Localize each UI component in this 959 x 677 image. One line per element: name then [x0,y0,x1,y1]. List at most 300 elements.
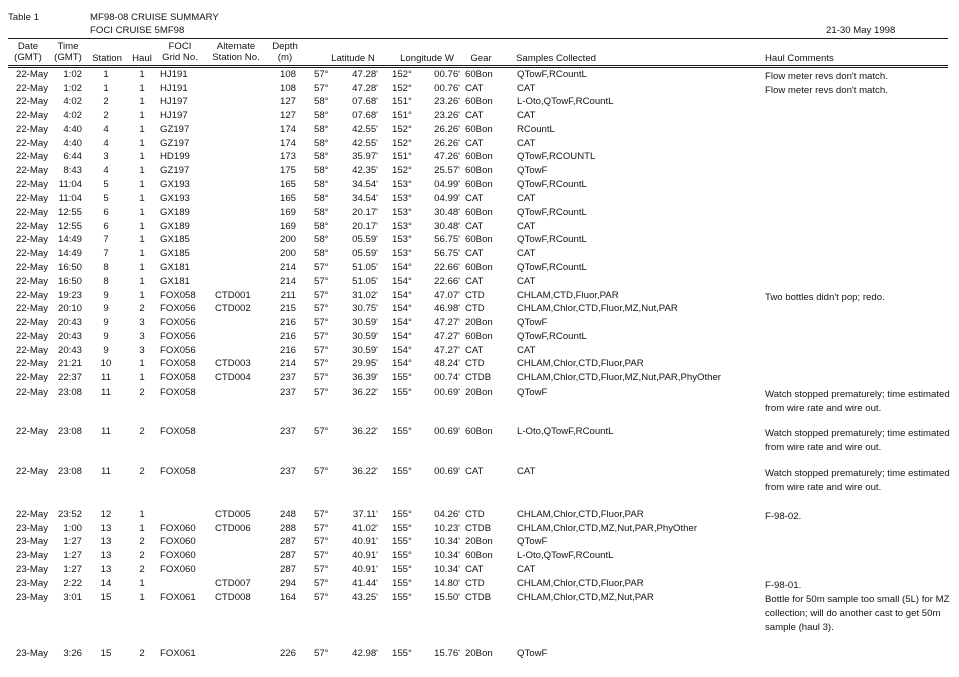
cell-station: 13 [100,536,112,547]
cell-lon-deg: 152° [392,138,412,149]
column-header-station: Station [92,53,122,64]
cell-depth: 237 [279,387,296,398]
cell-lon-deg: 152° [392,165,412,176]
cell-lat-deg: 58° [314,138,329,149]
cell-lat-min: 36.22' [352,426,378,437]
cell-depth: 174 [279,124,296,135]
cell-lat-deg: 57° [314,536,329,547]
cell-depth: 214 [279,262,296,273]
cell-gear: 60Bon [465,69,493,80]
cell-haul: 1 [139,592,145,603]
cell-lon-min: 47.27' [434,345,460,356]
cell-samples: CHLAM,Chlor,CTD,Fluor,PAR [517,578,644,589]
cell-lat-min: 36.22' [352,387,378,398]
cell-depth: 169 [279,207,296,218]
cell-station: 15 [100,592,112,603]
cell-samples: L-Oto,QTowF,RCountL [517,550,614,561]
cell-haul: 1 [139,578,145,589]
cell-date: 22-May [16,331,48,342]
cell-samples: QTowF [517,317,548,328]
cell-depth: 287 [279,536,296,547]
column-header-alt: Alternate Station No. [212,41,260,63]
cell-lat-deg: 57° [314,303,329,314]
cell-lon-deg: 153° [392,234,412,245]
cell-date: 23-May [16,564,48,575]
cell-station: 13 [100,523,112,534]
cell-foci: GZ197 [160,124,190,135]
cell-samples: L-Oto,QTowF,RCountL [517,96,614,107]
cell-depth: 165 [279,179,296,190]
cell-foci: HJ191 [160,83,188,94]
cell-lon-deg: 152° [392,69,412,80]
cell-lat-min: 42.55' [352,138,378,149]
cell-foci: HJ197 [160,110,188,121]
cell-comment: Two bottles didn't pop; redo. [765,292,885,303]
cell-lon-min: 47.07' [434,290,460,301]
column-header-samples: Samples Collected [516,53,596,64]
cell-samples: QTowF [517,387,548,398]
cell-date: 22-May [16,303,48,314]
cell-foci: FOX060 [160,564,196,575]
cell-depth: 237 [279,426,296,437]
cell-lat-deg: 57° [314,276,329,287]
cell-foci: FOX058 [160,466,196,477]
cell-lat-min: 40.91' [352,536,378,547]
cell-lon-min: 30.48' [434,221,460,232]
cell-depth: 214 [279,276,296,287]
cell-alt: CTD008 [215,592,251,603]
cell-haul: 1 [139,207,145,218]
cell-station: 11 [101,426,111,437]
cell-date: 23-May [16,578,48,589]
cell-gear: 60Bon [465,426,493,437]
column-header-foci: FOCI Grid No. [162,41,198,63]
cell-gear: 60Bon [465,234,493,245]
cell-depth: 127 [279,96,296,107]
cell-gear: 60Bon [465,550,493,561]
cell-date: 22-May [16,358,48,369]
cell-alt: CTD005 [215,509,251,520]
cell-time: 20:43 [57,345,82,356]
cell-comment: F-98-01. [765,580,802,591]
cell-date: 22-May [16,509,48,520]
cell-depth: 214 [279,358,296,369]
cell-depth: 200 [279,234,296,245]
cell-depth: 215 [279,303,296,314]
cell-samples: QTowF,RCOUNTL [517,151,596,162]
cell-gear: CTD [465,509,485,520]
cell-station: 10 [100,358,112,369]
cell-date: 22-May [16,69,48,80]
cell-foci: HD199 [160,151,190,162]
cell-time: 14:49 [57,248,82,259]
cell-station: 9 [103,290,109,301]
cell-lon-min: 10.34' [434,536,460,547]
cell-date: 22-May [16,345,48,356]
cell-haul: 1 [139,193,145,204]
cell-comment: Watch stopped prematurely; time estimated from wire rate and wire out. [765,389,950,414]
cell-foci: FOX056 [160,331,196,342]
cell-lat-min: 35.97' [352,151,378,162]
cell-foci: FOX058 [160,426,196,437]
cell-date: 22-May [16,221,48,232]
cell-time: 1:02 [63,83,82,94]
cell-lat-min: 51.05' [352,262,378,273]
cell-haul: 1 [139,138,145,149]
cell-date: 22-May [16,372,48,383]
cell-samples: QTowF [517,165,548,176]
table-label: Table 1 [8,12,39,23]
cell-lat-deg: 57° [314,648,329,659]
cell-lat-min: 20.17' [352,221,378,232]
cell-lon-min: 23.26' [434,110,460,121]
cell-lon-deg: 153° [392,179,412,190]
cell-lat-deg: 57° [314,290,329,301]
cell-time: 21:21 [57,358,82,369]
cell-samples: L-Oto,QTowF,RCountL [517,426,614,437]
cell-station: 3 [103,151,109,162]
cell-lon-deg: 155° [392,426,412,437]
cell-gear: 60Bon [465,96,493,107]
cell-station: 6 [103,221,109,232]
cell-date: 22-May [16,83,48,94]
cell-date: 23-May [16,523,48,534]
cell-lon-deg: 153° [392,193,412,204]
cell-lon-min: 14.80' [434,578,460,589]
cell-time: 6:44 [63,151,82,162]
cell-lat-min: 47.28' [352,83,378,94]
cell-depth: 216 [279,317,296,328]
cell-gear: CTDB [465,592,492,603]
cell-lon-min: 56.75' [434,248,460,259]
cell-haul: 2 [139,550,145,561]
cell-lon-deg: 154° [392,345,412,356]
cell-date: 22-May [16,426,48,437]
cell-gear: CAT [465,248,484,259]
cell-samples: CHLAM,Chlor,CTD,Fluor,PAR [517,509,644,520]
cell-foci: FOX058 [160,387,196,398]
cell-haul: 2 [139,466,145,477]
cell-lat-min: 34.54' [352,193,378,204]
cell-lat-min: 31.02' [352,290,378,301]
cell-alt: CTD001 [215,290,251,301]
cell-date: 22-May [16,207,48,218]
cell-lon-deg: 154° [392,317,412,328]
cell-foci: FOX060 [160,523,196,534]
cell-gear: 20Bon [465,536,493,547]
cell-lat-deg: 58° [314,110,329,121]
cell-lat-min: 30.59' [352,345,378,356]
cell-samples: CHLAM,Chlor,CTD,MZ,Nut,PAR,PhyOther [517,523,698,534]
cell-haul: 3 [139,317,145,328]
cell-foci: GX189 [160,207,190,218]
cell-alt: CTD002 [215,303,251,314]
cell-lat-min: 42.55' [352,124,378,135]
cell-lon-deg: 155° [392,509,412,520]
cell-gear: CAT [465,345,484,356]
cell-lon-min: 47.27' [434,331,460,342]
cell-depth: 294 [279,578,296,589]
cell-foci: FOX060 [160,550,196,561]
cell-station: 9 [103,345,109,356]
cell-station: 14 [100,578,112,589]
cell-lat-min: 07.68' [352,96,378,107]
cell-time: 12:55 [57,207,82,218]
cell-haul: 1 [139,248,145,259]
cell-lat-min: 30.59' [352,331,378,342]
cell-lat-deg: 58° [314,193,329,204]
cell-depth: 175 [279,165,296,176]
cell-lon-deg: 154° [392,290,412,301]
cell-time: 1:00 [63,523,82,534]
cell-lat-min: 41.44' [352,578,378,589]
cell-lat-deg: 57° [314,550,329,561]
cell-gear: CTDB [465,372,492,383]
cell-lon-min: 47.26' [434,151,460,162]
cell-lon-min: 00.69' [434,387,460,398]
cell-lat-deg: 58° [314,151,329,162]
cell-lon-deg: 155° [392,578,412,589]
column-header-date: Date (GMT) [14,41,42,63]
cell-station: 4 [103,165,109,176]
cell-station: 11 [101,387,111,398]
cell-time: 14:49 [57,234,82,245]
cell-station: 11 [101,372,111,383]
cell-lat-deg: 57° [314,578,329,589]
cell-lat-min: 05.59' [352,248,378,259]
cell-gear: CAT [465,138,484,149]
cell-comment: Flow meter revs don't match. [765,85,888,96]
cell-lat-min: 30.75' [352,303,378,314]
cell-comment: Flow meter revs don't match. [765,71,888,82]
cell-samples: CAT [517,345,536,356]
cell-date: 23-May [16,536,48,547]
cell-depth: 173 [279,151,296,162]
cell-samples: QTowF [517,648,548,659]
document-subtitle: FOCI CRUISE 5MF98 [90,25,185,36]
cell-lat-min: 51.05' [352,276,378,287]
cell-station: 8 [103,262,109,273]
cell-haul: 1 [139,151,145,162]
cell-depth: 174 [279,138,296,149]
cell-gear: CAT [465,83,484,94]
cell-time: 1:27 [63,550,82,561]
cell-depth: 288 [279,523,296,534]
cell-foci: FOX058 [160,372,196,383]
cell-date: 22-May [16,387,48,398]
cell-lat-min: 29.95' [352,358,378,369]
cell-haul: 1 [139,221,145,232]
cell-lon-min: 00.69' [434,466,460,477]
cell-lat-min: 47.28' [352,69,378,80]
cell-gear: CTD [465,303,485,314]
cell-lon-min: 25.57' [434,165,460,176]
cell-haul: 2 [139,536,145,547]
cell-depth: 287 [279,550,296,561]
document-title: MF98-08 CRUISE SUMMARY [90,12,219,23]
cell-time: 4:02 [63,110,82,121]
cell-lat-min: 43.25' [352,592,378,603]
cell-lat-deg: 57° [314,523,329,534]
cell-date: 22-May [16,96,48,107]
cell-gear: CTDB [465,523,492,534]
cell-haul: 1 [139,179,145,190]
cell-foci: FOX056 [160,345,196,356]
column-header-lon: Longitude W [400,53,454,64]
cell-lon-deg: 155° [392,523,412,534]
cell-station: 6 [103,207,109,218]
cell-time: 1:02 [63,69,82,80]
cell-time: 1:27 [63,536,82,547]
cell-time: 16:50 [57,276,82,287]
cell-lon-min: 22.66' [434,276,460,287]
cell-samples: CAT [517,83,536,94]
cell-date: 22-May [16,317,48,328]
cell-gear: CAT [465,564,484,575]
cell-time: 11:04 [58,179,82,190]
cell-lon-min: 04.26' [434,509,460,520]
cell-lat-deg: 58° [314,221,329,232]
cell-lat-deg: 58° [314,248,329,259]
column-header-haul: Haul [132,53,152,64]
cell-time: 20:43 [57,331,82,342]
cell-date: 22-May [16,110,48,121]
cell-station: 8 [103,276,109,287]
cell-gear: CTD [465,358,485,369]
cell-haul: 1 [139,276,145,287]
column-header-lat: Latitude N [331,53,375,64]
cell-samples: CHLAM,Chlor,CTD,MZ,Nut,PAR [517,592,654,603]
cell-date: 22-May [16,248,48,259]
cell-samples: CAT [517,110,536,121]
cell-depth: 127 [279,110,296,121]
cell-lat-deg: 57° [314,345,329,356]
cell-lat-deg: 57° [314,372,329,383]
cell-lat-deg: 57° [314,358,329,369]
cell-station: 12 [100,509,112,520]
cell-foci: GX193 [160,179,190,190]
cell-date: 22-May [16,234,48,245]
cell-lon-min: 00.69' [434,426,460,437]
cell-depth: 200 [279,248,296,259]
cell-samples: CHLAM,Chlor,CTD,Fluor,MZ,Nut,PAR [517,303,678,314]
cell-lat-min: 37.11' [352,509,378,520]
cell-station: 11 [101,466,111,477]
cell-lat-deg: 58° [314,207,329,218]
cell-station: 9 [103,317,109,328]
cell-lon-min: 26.26' [434,138,460,149]
cell-foci: FOX061 [160,648,196,659]
cell-lon-deg: 155° [392,648,412,659]
cell-lat-deg: 57° [314,466,329,477]
cell-time: 8:43 [63,165,82,176]
cell-lon-min: 30.48' [434,207,460,218]
cell-foci: GZ197 [160,138,190,149]
cell-depth: 216 [279,331,296,342]
cell-depth: 287 [279,564,296,575]
cell-time: 23:52 [57,509,82,520]
cell-haul: 2 [139,648,145,659]
cell-samples: CAT [517,193,536,204]
cell-station: 7 [103,248,109,259]
cell-lon-deg: 153° [392,248,412,259]
cell-lon-deg: 154° [392,358,412,369]
cell-lon-min: 00.76' [434,83,460,94]
cell-gear: 60Bon [465,262,493,273]
cell-lon-min: 04.99' [434,193,460,204]
cell-lat-min: 36.22' [352,466,378,477]
cell-lat-deg: 57° [314,564,329,575]
cell-samples: CAT [517,564,536,575]
cell-lat-min: 36.39' [352,372,378,383]
cell-foci: FOX056 [160,303,196,314]
header-rule [8,65,948,66]
cell-lat-min: 34.54' [352,179,378,190]
cell-foci: GX181 [160,262,190,273]
cell-lon-deg: 155° [392,592,412,603]
cell-foci: GX185 [160,234,190,245]
cell-foci: FOX060 [160,536,196,547]
cell-samples: QTowF,RCountL [517,234,587,245]
cell-lat-deg: 58° [314,179,329,190]
cell-lon-min: 00.74' [434,372,460,383]
cell-time: 4:40 [63,138,82,149]
cell-depth: 165 [279,193,296,204]
cell-haul: 1 [139,69,145,80]
cell-lon-min: 26.26' [434,124,460,135]
cell-lon-deg: 154° [392,276,412,287]
cell-time: 11:04 [58,193,82,204]
cell-lat-min: 07.68' [352,110,378,121]
cell-gear: 60Bon [465,331,493,342]
cell-alt: CTD003 [215,358,251,369]
cell-depth: 108 [279,69,296,80]
cell-samples: CHLAM,CTD,Fluor,PAR [517,290,619,301]
cell-date: 22-May [16,138,48,149]
cell-lon-deg: 155° [392,550,412,561]
cell-gear: 20Bon [465,387,493,398]
cell-lon-min: 46.98' [434,303,460,314]
cell-samples: QTowF,RCountL [517,179,587,190]
cell-time: 20:10 [57,303,82,314]
cell-alt: CTD007 [215,578,251,589]
cell-lon-min: 15.76' [434,648,460,659]
cell-time: 22:37 [57,372,82,383]
cell-haul: 2 [139,303,145,314]
cell-foci: GX189 [160,221,190,232]
cell-time: 4:02 [63,96,82,107]
cell-station: 13 [100,564,112,575]
cell-depth: 226 [279,648,296,659]
cell-haul: 1 [139,124,145,135]
cell-alt: CTD006 [215,523,251,534]
cell-lon-deg: 154° [392,303,412,314]
cell-samples: QTowF,RCountL [517,69,587,80]
cell-lon-deg: 153° [392,207,412,218]
cell-lon-min: 47.27' [434,317,460,328]
cell-gear: 20Bon [465,317,493,328]
cell-lon-min: 23.26' [434,96,460,107]
cell-haul: 1 [139,358,145,369]
column-header-comments: Haul Comments [765,53,834,64]
cell-haul: 1 [139,83,145,94]
cell-lat-min: 42.35' [352,165,378,176]
column-header-time: Time (GMT) [54,41,82,63]
cell-foci: GX193 [160,193,190,204]
cell-foci: HJ191 [160,69,188,80]
cell-lon-min: 10.34' [434,550,460,561]
cell-time: 23:08 [57,387,82,398]
